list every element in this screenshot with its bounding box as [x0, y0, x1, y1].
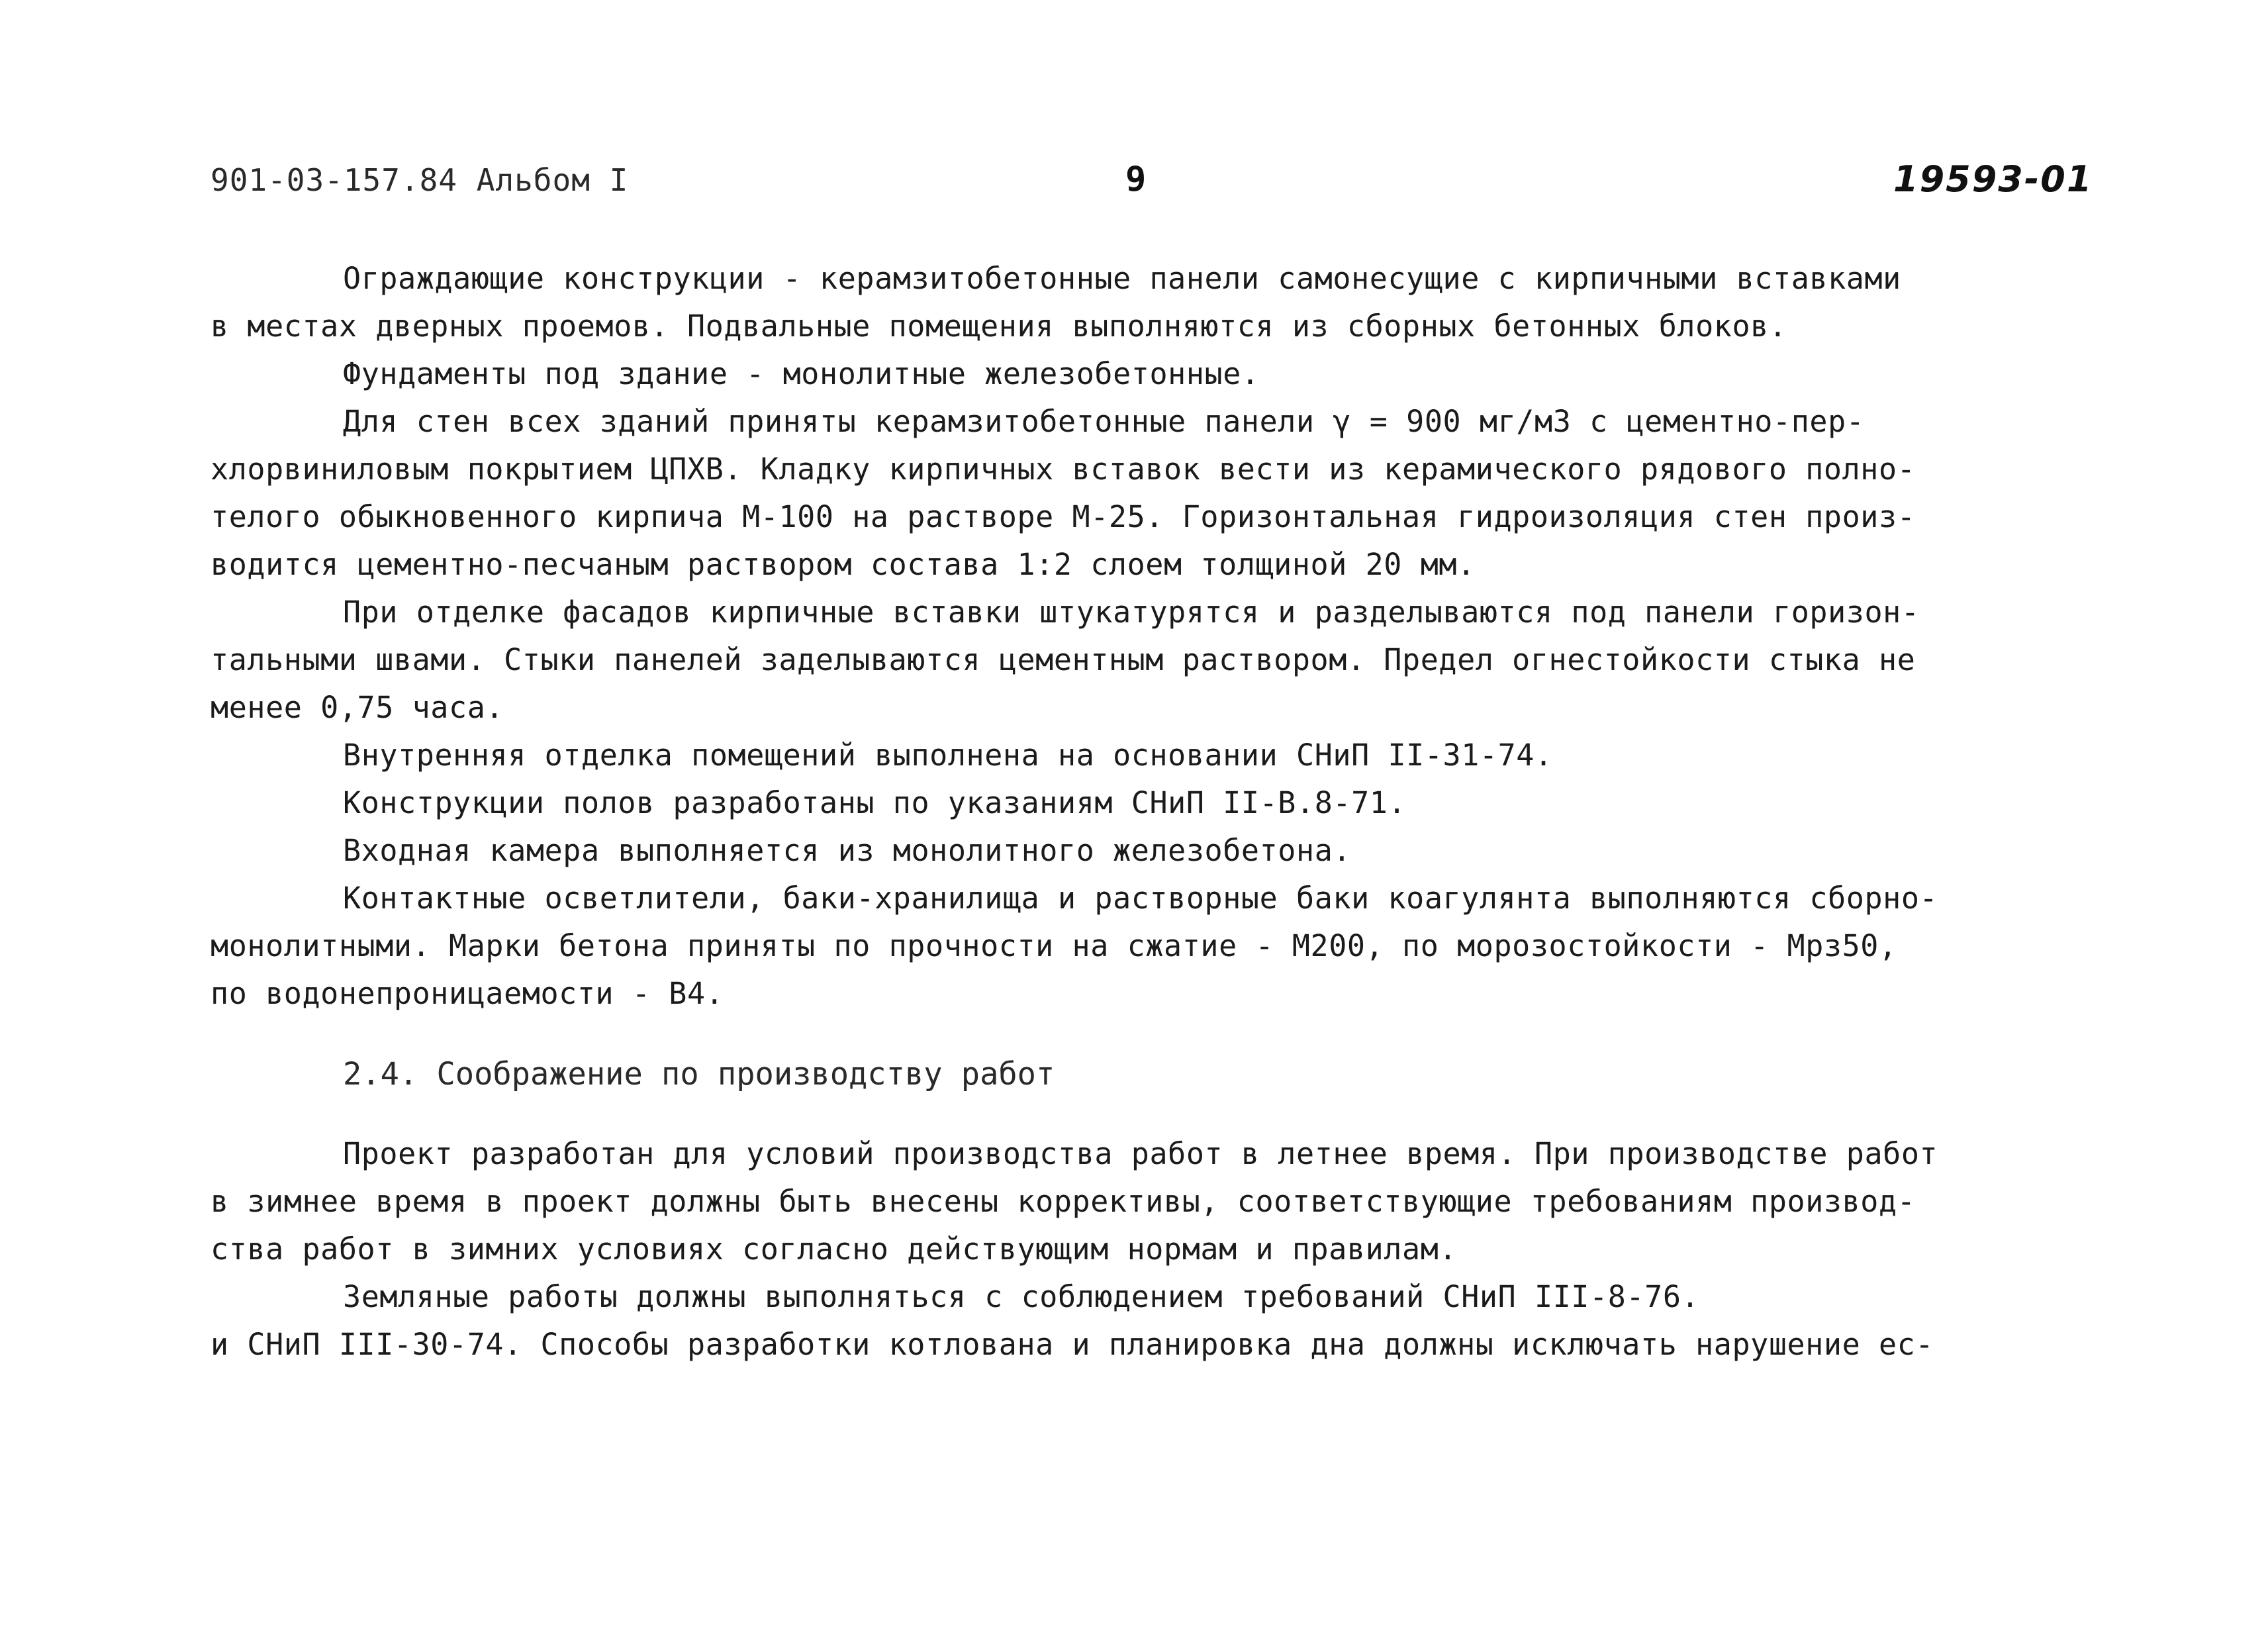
text-line: менее 0,75 часа.: [211, 690, 504, 725]
text-line: Проект разработан для условий производства работ в летнее время. При производстве работ: [343, 1136, 1938, 1171]
text-line: ства работ в зимних условиях согласно действующим нормам и правилам.: [211, 1232, 1458, 1267]
text-line: в зимнее время в проект должны быть внесены коррективы, соответствующие требованиям производ-: [211, 1184, 1916, 1219]
text-line: по водонепроницаемости - В4.: [211, 976, 724, 1011]
page-header: [0, 158, 2268, 209]
text-line: Фундаменты под здание - монолитные железобетонные.: [343, 356, 1260, 391]
text-line: водится цементно-песчаным раствором состава 1:2 слоем толщиной 20 мм.: [211, 547, 1476, 582]
document-code: 901-03-157.84 Альбом I: [211, 162, 629, 198]
text-line: Ограждающие конструкции - керамзитобетонные панели самонесущие с кирпичными вставками: [343, 261, 1901, 296]
text-line: и СНиП III-30-74. Способы разработки котлована и планировка дна должны исключать нарушение ес-: [211, 1327, 1934, 1362]
text-line: При отделке фасадов кирпичные вставки штукатурятся и разделываются под панели горизон-: [343, 595, 1920, 630]
text-line: в местах дверных проемов. Подвальные помещения выполняются из сборных бетонных блоков.: [211, 309, 1787, 344]
text-line: Конструкции полов разработаны по указаниям СНиП II-В.8-71.: [343, 785, 1407, 820]
stamp-number: 19593-01: [1893, 158, 2093, 200]
section-heading: 2.4. Соображение по производству работ: [343, 1056, 1055, 1092]
text-line: Земляные работы должны выполняться с соблюдением требований СНиП III-8-76.: [343, 1279, 1700, 1314]
text-line: телого обыкновенного кирпича М-100 на растворе М-25. Горизонтальная гидроизоляция стен произ-: [211, 499, 1916, 534]
text-line: Для стен всех зданий приняты керамзитобетонные панели γ = 900 мг/м3 с цементно-пер-: [343, 404, 1865, 439]
text-line: монолитными. Марки бетона приняты по прочности на сжатие - М200, по морозостойкости - Мрз50,: [211, 928, 1897, 963]
text-line: Входная камера выполняется из монолитного железобетона.: [343, 833, 1352, 868]
page-number: 9: [1125, 160, 1147, 199]
text-line: тальными швами. Стыки панелей заделываются цементным раствором. Предел огнестойкости стыка не: [211, 642, 1916, 677]
text-line: Внутренняя отделка помещений выполнена на основании СНиП II-31-74.: [343, 738, 1553, 773]
text-line: хлорвиниловым покрытием ЦПХВ. Кладку кирпичных вставок вести из керамического рядового полно-: [211, 452, 1916, 487]
text-line: Контактные осветлители, баки-хранилища и растворные баки коагулянта выполняются сборно-: [343, 881, 1938, 916]
body-text: [211, 255, 2011, 1369]
